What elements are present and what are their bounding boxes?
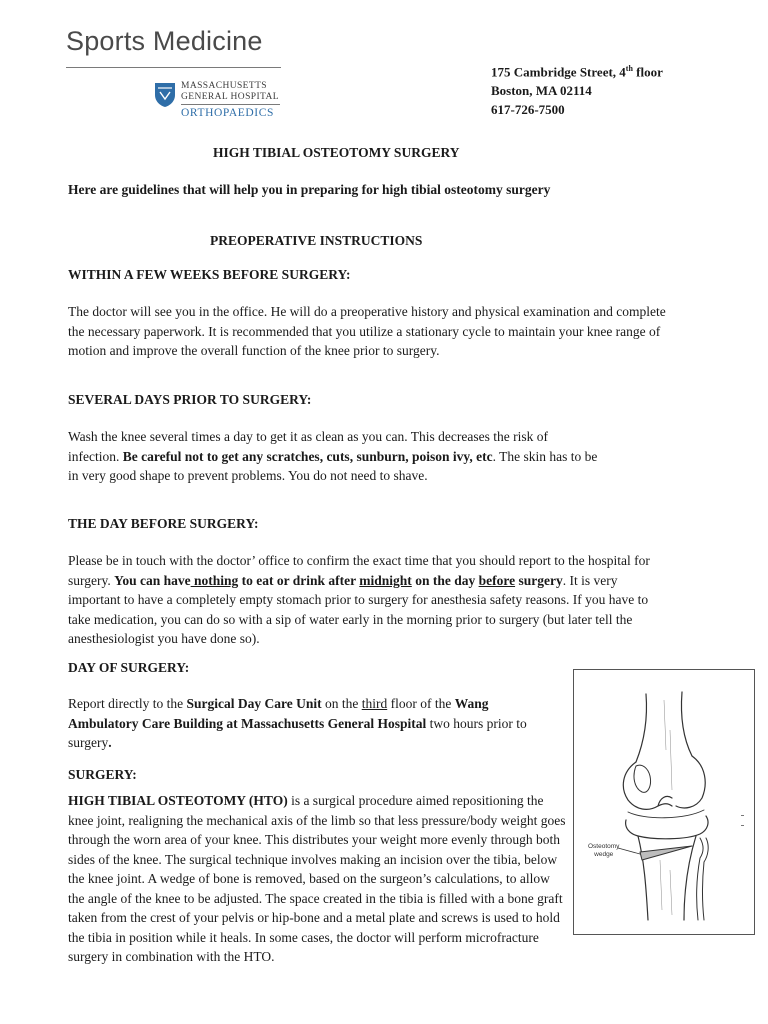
day-before-bold-1: You can have xyxy=(114,572,191,588)
section-heading-surgery: SURGERY: xyxy=(68,767,137,782)
section-heading-weeks: WITHIN A FEW WEEKS BEFORE SURGERY: xyxy=(68,267,351,282)
margin-mark xyxy=(741,825,744,826)
surgery-bold-hto: HIGH TIBIAL OSTEOTOMY (HTO) xyxy=(68,793,288,808)
day-of-bold-building: Wang Ambulatory Care Building at Massachusetts General Hospital xyxy=(68,696,489,731)
address-phone: 617-726-7500 xyxy=(491,102,565,118)
section-heading-day-of: DAY OF SURGERY: xyxy=(68,660,190,675)
shield-icon xyxy=(154,82,176,108)
section-body-day-of xyxy=(68,694,538,753)
brand-title: Sports Medicine xyxy=(66,26,263,56)
preop-heading: PREOPERATIVE INSTRUCTIONS xyxy=(210,233,423,248)
day-of-bold-unit: Surgical Day Care Unit xyxy=(186,696,322,711)
day-before-bold-4: surgery xyxy=(515,572,563,588)
day-before-underline-nothing: nothing xyxy=(190,572,239,588)
day-before-bold-3: on the day xyxy=(411,572,479,588)
day-of-underline-third: third xyxy=(361,696,388,711)
day-of-text-3: floor of the xyxy=(387,696,455,711)
hospital-name-line1: MASSACHUSETTS xyxy=(181,81,267,91)
department-name: ORTHOPAEDICS xyxy=(181,107,274,119)
address-street-text: 175 Cambridge Street, 4 xyxy=(491,64,626,80)
margin-mark xyxy=(741,815,744,816)
days-bold-warning: Be careful not to get any scratches, cuts, sunburn, poison ivy, etc xyxy=(122,448,493,464)
day-of-text-4: two hours prior to surgery xyxy=(68,715,527,750)
address-block xyxy=(491,59,663,119)
day-before-underline-before: before xyxy=(478,572,516,588)
knee-illustration xyxy=(573,669,755,935)
osteotomy-label-line2: wedge xyxy=(594,851,614,858)
section-body-surgery xyxy=(68,791,568,967)
days-text-1: Wash the knee several times a day to get it as clean as you can. This decreases the risk of infection. xyxy=(68,429,548,464)
day-of-bold-period: . xyxy=(108,735,112,750)
brand-divider xyxy=(66,67,281,68)
logo-divider xyxy=(181,104,280,105)
address-street xyxy=(491,59,663,81)
section-heading-days: SEVERAL DAYS PRIOR TO SURGERY: xyxy=(68,392,312,407)
address-city: Boston, MA 02114 xyxy=(491,83,592,99)
intro-text: Here are guidelines that will help you in preparing for high tibial osteotomy surgery xyxy=(68,182,551,197)
section-body-days xyxy=(68,427,598,486)
surgery-text: is a surgical procedure aimed repositioning the knee joint, realigning the mechanical axis of the limb so that less pressure/body weight goes through the worn area of your knee. This distributes your weight more evenly through both sides of the knee. The surgical technique involves making an incision over the tibia, below the knee joint. A wedge of bone is removed, based on the surgeon’s calculations, to allow the angle of the knee to be adjusted. The space created in the tibia is filled with a bone graft taken from the crest of your pelvis or hip-bone and a metal plate and screws is used to hold the tibia in position while it heals. In some cases, the doctor will perform microfracture surgery in combination with the HTO. xyxy=(68,793,566,964)
day-before-text-1: Please be in touch with the doctor’ office to confirm the exact time that you should report to the hospital for surgery. xyxy=(68,553,650,588)
osteotomy-wedge-label xyxy=(588,843,619,859)
knee-bone-drawing xyxy=(574,670,756,936)
day-of-text-2: on the xyxy=(321,696,362,711)
hospital-name xyxy=(181,81,279,103)
section-body-day-before xyxy=(68,551,666,649)
document-title: HIGH TIBIAL OSTEOTOMY SURGERY xyxy=(213,145,460,160)
section-body-weeks: The doctor will see you in the office. He will do a preoperative history and physical examination and complete the necessary paperwork. It is recommended that you utilize a stationary cycle to maintain your knee range of motion and improve the overall function of the knee prior to surgery. xyxy=(68,304,666,358)
day-before-bold-2: to eat or drink after xyxy=(238,572,360,588)
osteotomy-label-line1: Osteotomy xyxy=(588,843,620,850)
day-before-underline-midnight: midnight xyxy=(359,572,412,588)
day-of-text-1: Report directly to the xyxy=(68,696,187,711)
days-text-2: . The skin has to be in very good shape to prevent problems. You do not need to shave. xyxy=(68,448,598,483)
day-before-text-2: . It is very important to have a completely empty stomach prior to surgery for anesthesia safety reasons. If you have to take medication, you can do so with a sip of water early in the morning prior to surgery (but later tell the anesthesiologist you have done so). xyxy=(68,572,649,646)
address-street-sup: th xyxy=(625,64,633,73)
section-heading-day-before: THE DAY BEFORE SURGERY: xyxy=(68,516,259,531)
hospital-name-line2: GENERAL HOSPITAL xyxy=(181,92,279,102)
address-street-suffix: floor xyxy=(632,64,663,80)
